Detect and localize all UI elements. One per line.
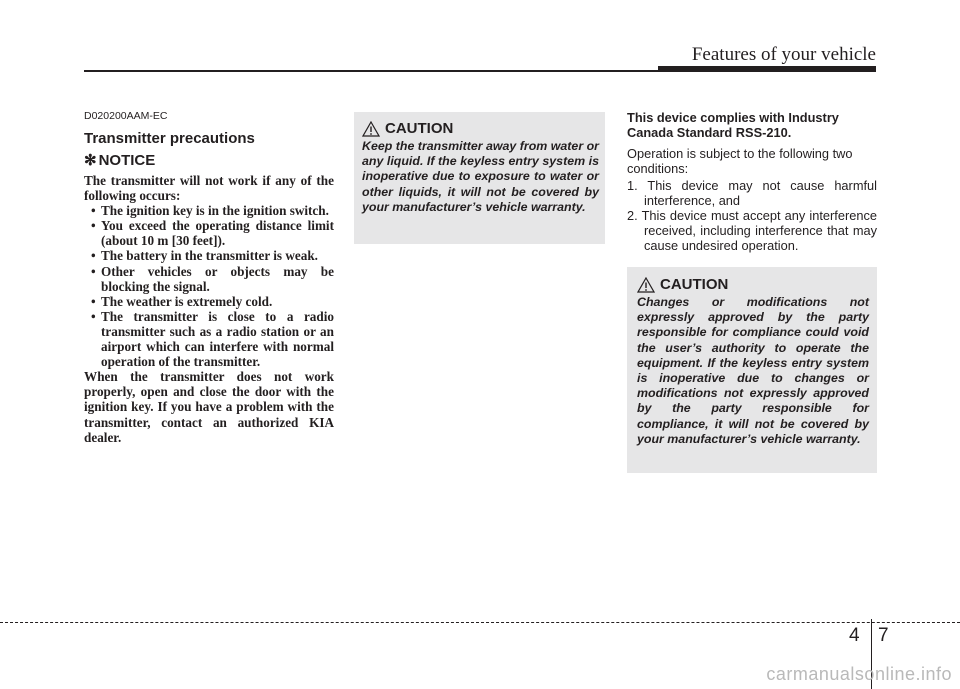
caution-text: Changes or modifications not expressly approved by the party responsible for compliance could void the user’s authority to operate the equipment. If the keyless entry system is inoperative due to changes or modifications not expressly approved by the party responsible for compliance, it will not be covered by your manufacturer’s vehicle warranty. <box>637 295 869 446</box>
notice-bullet-list <box>84 203 334 369</box>
notice-bullet: • The transmitter is close to a radio transmitter such as a radio station or an airport which can interfere with normal operation of the transmitter. <box>84 309 334 369</box>
notice-bullet: • You exceed the operating distance limit (about 10 m [30 feet]). <box>84 218 334 248</box>
section-heading: Transmitter precautions <box>84 130 255 147</box>
caution-box-modifications <box>627 267 877 473</box>
notice-body <box>84 173 334 445</box>
right-column <box>627 110 877 253</box>
page-number: 7 <box>878 625 889 646</box>
caution-label: CAUTION <box>385 120 454 137</box>
notice-bullet: • The battery in the transmitter is weak. <box>84 248 334 263</box>
notice-label: NOTICE <box>98 151 156 169</box>
watermark: carmanualsonline.info <box>766 664 952 684</box>
condition-item: 1. This device may not cause harmful interference, and <box>627 178 877 208</box>
warning-triangle-icon <box>362 121 380 137</box>
notice-closing: When the transmitter does not work properly, open and close the door with the ignition key. If you have a problem with the transmitter, contact an authorized KIA dealer. <box>84 369 334 445</box>
caution-heading <box>362 120 599 137</box>
notice-bullet: • The weather is extremely cold. <box>84 294 334 309</box>
notice-intro: The transmitter will not work if any of the following occurs: <box>84 173 334 204</box>
header-rule-accent <box>658 66 876 72</box>
notice-bullet: • Other vehicles or objects may be blocking the signal. <box>84 264 334 294</box>
condition-item: 2. This device must accept any interference received, including interference that may cause undesired operation. <box>627 208 877 253</box>
conditions-list <box>627 178 877 253</box>
compliance-statement: This device complies with Industry Canada Standard RSS-210. <box>627 110 839 140</box>
page-header-title: Features of your vehicle <box>691 44 876 65</box>
footer-rule <box>0 622 960 623</box>
notice-heading <box>84 151 334 169</box>
section-code: D020200AAM-EC <box>84 110 168 122</box>
notice-star-icon: ✻ <box>84 152 97 169</box>
caution-text: Keep the transmitter away from water or any liquid. If the keyless entry system is inoperative due to exposure to water or other liquids, it will not be covered by your manufacturer’s vehicle warranty. <box>362 139 599 214</box>
caution-box-water <box>354 112 605 244</box>
conditions-intro: Operation is subject to the following two conditions: <box>627 146 853 176</box>
caution-label: CAUTION <box>660 276 729 293</box>
caution-heading <box>637 276 869 293</box>
notice-bullet: • The ignition key is in the ignition switch. <box>84 203 334 218</box>
chapter-number: 4 <box>849 625 860 646</box>
left-column <box>84 110 334 445</box>
warning-triangle-icon <box>637 277 655 293</box>
